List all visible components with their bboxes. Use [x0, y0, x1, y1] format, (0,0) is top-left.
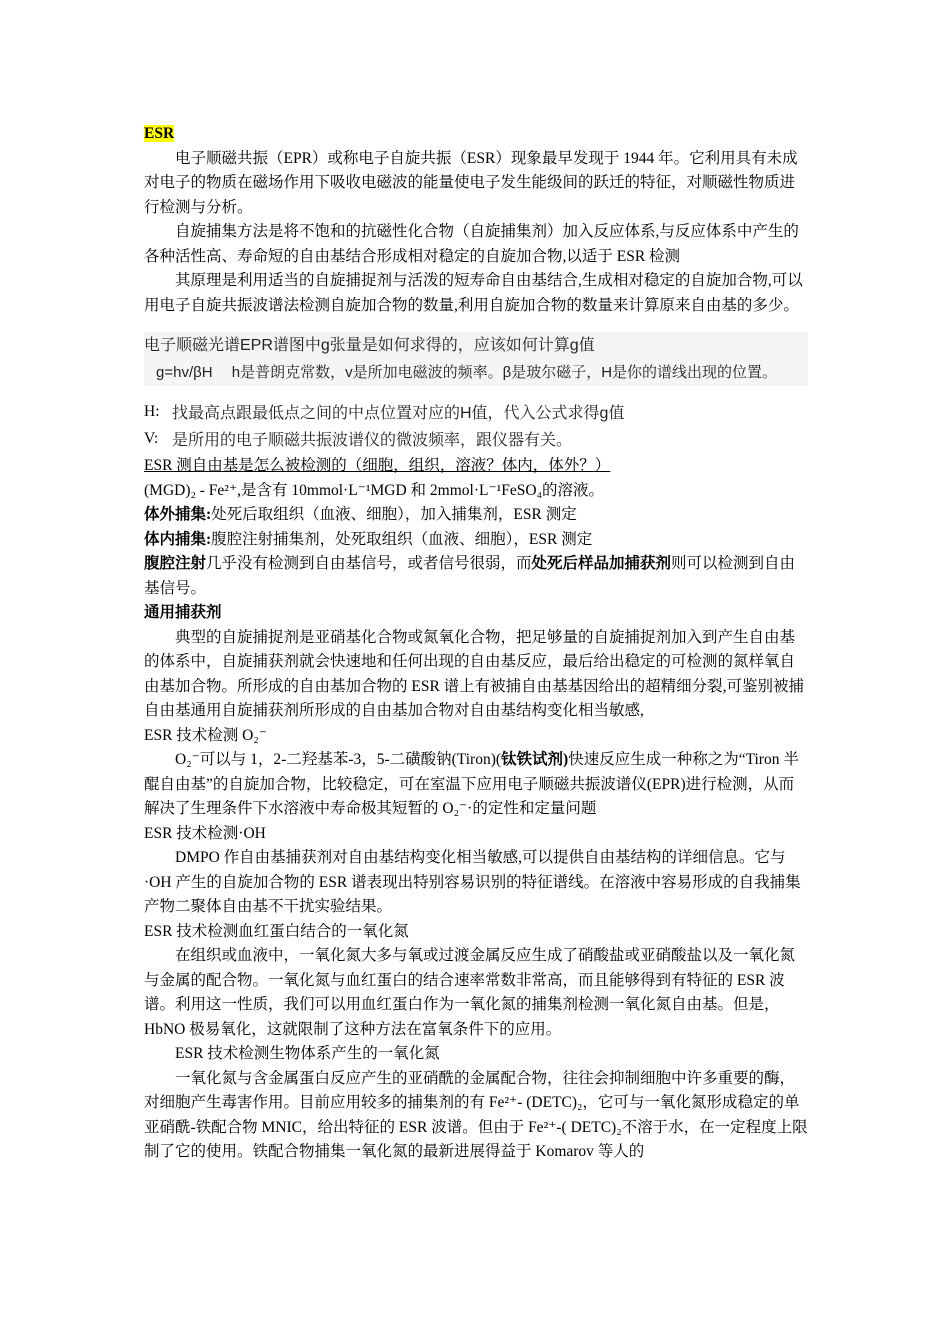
question-line: ESR 测自由基是怎么被检测的（细胞，组织，溶液？体内，体外？）	[144, 457, 611, 474]
mgd-line: (MGD)₂ - Fe²⁺,是含有 10mmol·L⁻¹MGD 和 2mmol·L⁻¹FeSO₄的溶液。	[144, 481, 605, 499]
paragraph-1: 电子顺磁共振（EPR）或称电子自旋共振（ESR）现象最早发现于 1944 年。它利用具有未成对电子的物质在磁场作用下吸收电磁波的能量使电子发生能级间的跃迁的特征，对顺磁性物质进行检测与分析。	[144, 149, 798, 216]
g-formula-screenshot: g=hv/βH h是普朗克常数，v是所加电磁波的频率。β是玻尔磁子，H是你的谱线出现的位置。	[144, 359, 808, 386]
invitro-text: 处死后取组织（血液、细胞），加入捕集剂，ESR 测定	[211, 506, 577, 523]
h-label: H:	[144, 403, 160, 420]
ip-text-1: 几乎没有检测到自由基信号，或者信号很弱，而	[206, 555, 532, 572]
doc-title	[144, 122, 808, 147]
document-page	[144, 122, 808, 1165]
paragraph-8: 一氧化氮与含金属蛋白反应产生的亚硝酰的金属配合物，往往会抑制细胞中许多重要的酶，对细胞产生毒害作用。目前应用较多的捕集剂的有 Fe²⁺- (DETC)₂，它可与一氧化氮形成稳定的单亚硝酰-铁配合物 MNIC，给出特征的 ESR 波谱。但由于 Fe²⁺-( DETC)₂不溶于水，在一定程度上限制了它的使用。铁配合物捕集一氧化氮的最新进展得益于 Komarov 等人的	[144, 1069, 808, 1160]
invivo-label: 体内捕集:	[144, 530, 212, 548]
ip-bold: 腹腔注射	[144, 555, 207, 572]
h-text: 找最高点跟最低点之间的中点位置对应的H值，代入公式求得g值	[172, 405, 625, 422]
ip-bold-2: 处死后样品加捕获剂	[531, 555, 672, 572]
no-title: ESR 技术检测血红蛋白结合的一氧化氮	[144, 922, 409, 940]
general-title	[144, 601, 808, 626]
v-explanation	[144, 427, 808, 454]
v-text: 是所用的电子顺磁共振波谱仪的微波频率，跟仪器有关。	[172, 432, 573, 449]
paragraph-4: 典型的自旋捕捉剂是亚硝基化合物或氮氧化合物，把足够量的自旋捕捉剂加入到产生自由基的体系中，自旋捕获剂就会快速地和任何出现的自由基反应，最后给出稳定的可检测的氮样氧自由基加合物。所形成的自由基加合物的 ESR 谱上有被捕自由基基因给出的超精细分裂,可鉴别被捕自由基通用自旋捕获剂所形成的自由基加合物对自由基结构变化相当敏感,	[144, 628, 805, 719]
paragraph-2: 自旋捕集方法是将不饱和的抗磁性化合物（自旋捕集剂）加入反应体系,与反应体系中产生的各种活性高、寿命短的自由基结合形成相对稳定的自旋加合物,以适于 ESR 检测	[144, 223, 799, 265]
invitro-label: 体外捕集:	[144, 506, 212, 523]
ip-paragraph	[144, 552, 808, 601]
v-label: V:	[144, 430, 159, 447]
title-highlight: ESR	[144, 125, 175, 142]
epr-question-screenshot: 电子顺磁光谱EPR谱图中g张量是如何求得的，应该如何计算g值	[144, 332, 808, 359]
no2-title: ESR 技术检测生物体系产生的一氧化氮	[175, 1045, 440, 1062]
h-explanation	[144, 400, 808, 427]
invitro-line	[144, 503, 808, 528]
paragraph-3: 其原理是利用适当的自旋捕捉剂与活泼的短寿命自由基结合,生成相对稳定的自旋加合物,可以用电子自旋共振波谱法检测自旋加合物的数量,利用自旋加合物的数量来计算原来自由基的多少。	[144, 272, 803, 314]
p5-part-a: O₂⁻可以与 1，2-二羟基苯-3，5-二磺酸钠(Tiron)(	[175, 751, 502, 768]
invivo-text: 腹腔注射捕集剂，处死取组织（血液、细胞），ESR 测定	[211, 530, 593, 548]
o2-title: ESR 技术检测 O₂⁻	[144, 726, 267, 744]
p5-part-c: 快速反应生成一种称之为“Tiron 半醌自由基”的自旋加合物，比较稳定，可在室温下应用电子顺磁共振波谱仪(EPR)进行检测，从而解决了生理条件下水溶液中寿命极其短暂的 O₂⁻·的定性和定量问题	[144, 751, 799, 817]
paragraph-6: DMPO 作自由基捕获剂对自由基结构变化相当敏感,可以提供自由基结构的详细信息。它与·OH 产生的自旋加合物的 ESR 谱表现出特别容易识别的特征谱线。在溶液中容易形成的自我捕集产物二聚体自由基不干扰实验结果。	[144, 849, 801, 915]
invivo-line	[144, 528, 808, 553]
ip-text-2: 则可以检测到自由基信号。	[144, 555, 796, 597]
oh-title: ESR 技术检测·OH	[144, 824, 266, 842]
paragraph-7: 在组织或血液中，一氧化氮大多与氧或过渡金属反应生成了硝酸盐或亚硝酸盐以及一氧化氮与金属的配合物。一氧化氮与血红蛋白的结合速率常数非常高，而且能够得到有特征的 ESR 波谱。利用这一性质，我们可以用血红蛋白作为一氧化氮的捕集剂检测一氧化氮自由基。但是，HbNO 极易氧化，这就限制了这种方法在富氧条件下的应用。	[144, 947, 796, 1038]
paragraph-5	[144, 748, 808, 822]
p5-part-b: 钛铁试剂)	[501, 751, 569, 768]
general-title-text: 通用捕获剂	[144, 604, 222, 621]
